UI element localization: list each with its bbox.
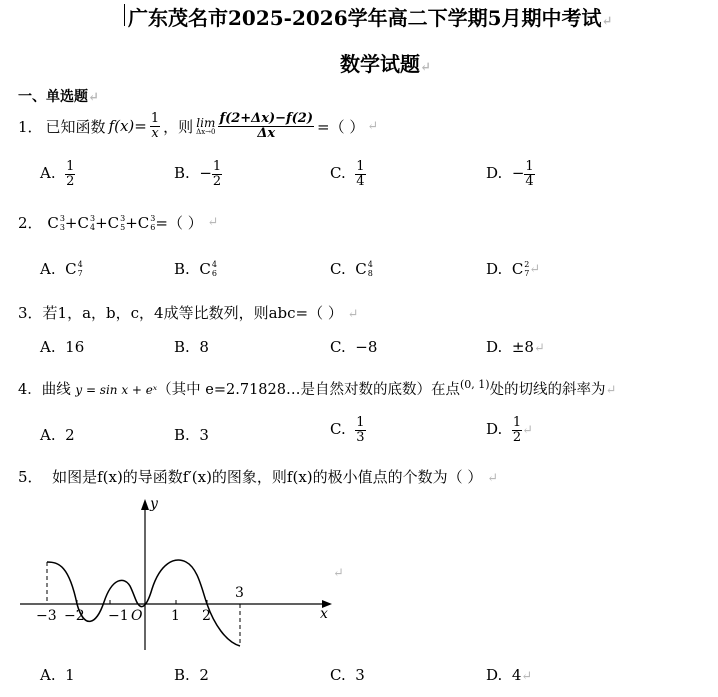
tick-label: 2 — [202, 608, 211, 624]
q5-option-c[interactable]: C. 3 — [330, 666, 365, 684]
tick-label: 1 — [171, 608, 180, 624]
question-4: 4．曲线 y = sin x + eˣ（其中 e=2.71828…是自然对数的底数）在点$^{(0, 1)}$处的切线的斜率为↵ — [18, 378, 617, 398]
question-5: 5． 如图是f(x)的导函数f′(x)的图象，则f(x)的极小值点的个数为（ ） ↵ — [18, 468, 499, 486]
x-axis-label: x — [320, 606, 328, 622]
y-axis-label: y — [150, 496, 158, 512]
q1-option-a[interactable]: A. $\frac{1}{2}$ — [40, 159, 75, 189]
document-subtitle: 数学试题↵ — [340, 52, 431, 76]
q3-option-a[interactable]: A. 16 — [40, 338, 85, 356]
q3-option-c[interactable]: C. −8 — [330, 338, 378, 356]
q2-option-a[interactable]: A. C 4 7 — [40, 260, 83, 278]
tick-label: −1 — [108, 608, 129, 624]
q5-option-b[interactable]: B. 2 — [174, 666, 209, 684]
return-mark: ↵ — [333, 566, 344, 581]
document-title: 广东茂名市2025-2026学年高二下学期5月期中考试↵ — [128, 6, 613, 30]
question-3: 3．若1，a，b，c，4成等比数列，则abc=（ ） ↵ — [18, 304, 359, 322]
origin-label: O — [131, 608, 143, 624]
q5-option-a[interactable]: A. 1 — [40, 666, 75, 684]
section-heading: 一、单选题↵ — [18, 89, 99, 105]
q2-option-c[interactable]: C. C 4 8 — [330, 260, 373, 278]
q4-option-b[interactable]: B. 3 — [174, 426, 209, 444]
question-2: 2． C 3 3 + C 3 4 + C 3 5 + C 3 6 =（ ） ↵ — [18, 213, 219, 232]
q1-option-d[interactable]: D. − $\frac{1}{4}$ — [486, 159, 534, 189]
q2-option-d[interactable]: D. C 2 7 ↵ — [486, 260, 541, 278]
derivative-curve — [47, 560, 240, 646]
tick-label: 3 — [235, 585, 244, 601]
q4-option-d[interactable]: D. $\frac{1}{2}$ ↵ — [486, 415, 533, 445]
text-cursor — [124, 4, 125, 26]
q1-option-b[interactable]: B. − $\frac{1}{2}$ — [174, 159, 222, 189]
q2-option-b[interactable]: B. C 4 6 — [174, 260, 217, 278]
q4-option-c[interactable]: C. $\frac{1}{3}$ — [330, 415, 365, 445]
q1-option-c[interactable]: C. $\frac{1}{4}$ — [330, 159, 365, 189]
y-axis-arrow — [141, 499, 149, 510]
question-1: 1． 已知函数 f(x)= $\frac{1}{x}$ ，则 lim Δx→0 $\frac{f(2+\Delta x)-f(2)}{\Delta x}$ =（ ） ↵ — [18, 111, 379, 141]
q3-option-b[interactable]: B. 8 — [174, 338, 209, 356]
tick-label: −2 — [64, 608, 85, 624]
tick-label: −3 — [36, 608, 57, 624]
q4-option-a[interactable]: A. 2 — [40, 426, 75, 444]
q3-option-d[interactable]: D. ±8↵ — [486, 338, 545, 356]
q5-option-d[interactable]: D. 4↵ — [486, 666, 533, 684]
derivative-graph — [14, 494, 344, 654]
